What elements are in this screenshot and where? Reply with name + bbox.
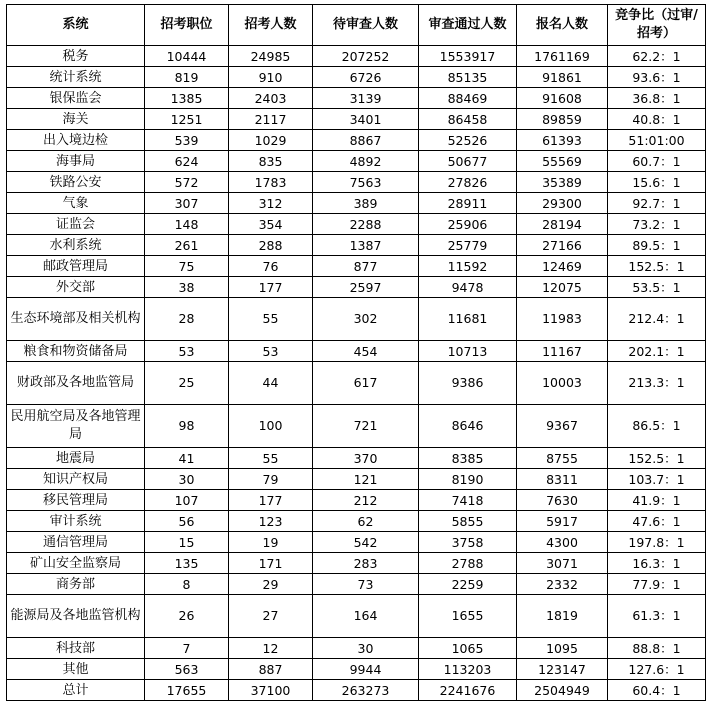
value-cell: 9386 bbox=[419, 362, 517, 405]
value-cell: 62.2：1 bbox=[608, 46, 706, 67]
table-row bbox=[7, 277, 706, 298]
system-name-cell: 证监会 bbox=[7, 214, 145, 235]
table-row bbox=[7, 151, 706, 172]
value-cell: 12469 bbox=[517, 256, 608, 277]
value-cell: 11983 bbox=[517, 298, 608, 341]
header-cell: 待审查人数 bbox=[313, 5, 419, 46]
system-name-cell: 商务部 bbox=[7, 574, 145, 595]
value-cell: 8 bbox=[145, 574, 229, 595]
table-row bbox=[7, 659, 706, 680]
value-cell: 2332 bbox=[517, 574, 608, 595]
value-cell: 2117 bbox=[229, 109, 313, 130]
value-cell: 73 bbox=[313, 574, 419, 595]
table-row bbox=[7, 109, 706, 130]
value-cell: 910 bbox=[229, 67, 313, 88]
table-row bbox=[7, 448, 706, 469]
value-cell: 572 bbox=[145, 172, 229, 193]
value-cell: 3401 bbox=[313, 109, 419, 130]
value-cell: 53 bbox=[145, 341, 229, 362]
system-name-cell: 生态环境部及相关机构 bbox=[7, 298, 145, 341]
value-cell: 454 bbox=[313, 341, 419, 362]
value-cell: 76 bbox=[229, 256, 313, 277]
value-cell: 7563 bbox=[313, 172, 419, 193]
value-cell: 25906 bbox=[419, 214, 517, 235]
value-cell: 212.4：1 bbox=[608, 298, 706, 341]
system-name-cell: 民用航空局及各地管理局 bbox=[7, 405, 145, 448]
value-cell: 79 bbox=[229, 469, 313, 490]
system-name-cell: 统计系统 bbox=[7, 67, 145, 88]
value-cell: 10713 bbox=[419, 341, 517, 362]
value-cell: 2403 bbox=[229, 88, 313, 109]
value-cell: 1387 bbox=[313, 235, 419, 256]
table-row bbox=[7, 341, 706, 362]
table-row bbox=[7, 595, 706, 638]
value-cell: 624 bbox=[145, 151, 229, 172]
value-cell: 2259 bbox=[419, 574, 517, 595]
value-cell: 5917 bbox=[517, 511, 608, 532]
value-cell: 207252 bbox=[313, 46, 419, 67]
value-cell: 8311 bbox=[517, 469, 608, 490]
value-cell: 15.6：1 bbox=[608, 172, 706, 193]
value-cell: 41.9：1 bbox=[608, 490, 706, 511]
value-cell: 7 bbox=[145, 638, 229, 659]
value-cell: 617 bbox=[313, 362, 419, 405]
header-cell: 招考人数 bbox=[229, 5, 313, 46]
value-cell: 61.3：1 bbox=[608, 595, 706, 638]
value-cell: 819 bbox=[145, 67, 229, 88]
value-cell: 283 bbox=[313, 553, 419, 574]
value-cell: 28911 bbox=[419, 193, 517, 214]
header-cell: 招考职位 bbox=[145, 5, 229, 46]
value-cell: 29300 bbox=[517, 193, 608, 214]
system-name-cell: 其他 bbox=[7, 659, 145, 680]
value-cell: 8867 bbox=[313, 130, 419, 151]
value-cell: 354 bbox=[229, 214, 313, 235]
value-cell: 171 bbox=[229, 553, 313, 574]
value-cell: 1553917 bbox=[419, 46, 517, 67]
system-name-cell: 外交部 bbox=[7, 277, 145, 298]
value-cell: 40.8：1 bbox=[608, 109, 706, 130]
value-cell: 11167 bbox=[517, 341, 608, 362]
table-row bbox=[7, 362, 706, 405]
value-cell: 91861 bbox=[517, 67, 608, 88]
value-cell: 27 bbox=[229, 595, 313, 638]
value-cell: 8385 bbox=[419, 448, 517, 469]
value-cell: 55569 bbox=[517, 151, 608, 172]
value-cell: 60.7：1 bbox=[608, 151, 706, 172]
value-cell: 1095 bbox=[517, 638, 608, 659]
value-cell: 835 bbox=[229, 151, 313, 172]
value-cell: 35389 bbox=[517, 172, 608, 193]
value-cell: 98 bbox=[145, 405, 229, 448]
value-cell: 11681 bbox=[419, 298, 517, 341]
value-cell: 19 bbox=[229, 532, 313, 553]
value-cell: 9478 bbox=[419, 277, 517, 298]
total-row bbox=[7, 680, 706, 701]
value-cell: 53 bbox=[229, 341, 313, 362]
value-cell: 563 bbox=[145, 659, 229, 680]
system-name-cell: 总计 bbox=[7, 680, 145, 701]
value-cell: 2504949 bbox=[517, 680, 608, 701]
value-cell: 55 bbox=[229, 448, 313, 469]
table-row bbox=[7, 172, 706, 193]
value-cell: 12 bbox=[229, 638, 313, 659]
system-name-cell: 邮政管理局 bbox=[7, 256, 145, 277]
value-cell: 8190 bbox=[419, 469, 517, 490]
value-cell: 103.7：1 bbox=[608, 469, 706, 490]
value-cell: 17655 bbox=[145, 680, 229, 701]
value-cell: 3758 bbox=[419, 532, 517, 553]
table-row bbox=[7, 469, 706, 490]
value-cell: 77.9：1 bbox=[608, 574, 706, 595]
exam-statistics-table bbox=[6, 4, 706, 701]
value-cell: 88.8：1 bbox=[608, 638, 706, 659]
value-cell: 6726 bbox=[313, 67, 419, 88]
system-name-cell: 移民管理局 bbox=[7, 490, 145, 511]
value-cell: 100 bbox=[229, 405, 313, 448]
table-row bbox=[7, 490, 706, 511]
value-cell: 213.3：1 bbox=[608, 362, 706, 405]
value-cell: 88469 bbox=[419, 88, 517, 109]
value-cell: 89.5：1 bbox=[608, 235, 706, 256]
system-name-cell: 科技部 bbox=[7, 638, 145, 659]
value-cell: 51:01:00 bbox=[608, 130, 706, 151]
value-cell: 2241676 bbox=[419, 680, 517, 701]
system-name-cell: 财政部及各地监管局 bbox=[7, 362, 145, 405]
system-name-cell: 知识产权局 bbox=[7, 469, 145, 490]
value-cell: 28194 bbox=[517, 214, 608, 235]
value-cell: 4300 bbox=[517, 532, 608, 553]
system-name-cell: 矿山安全监察局 bbox=[7, 553, 145, 574]
value-cell: 86.5：1 bbox=[608, 405, 706, 448]
value-cell: 61393 bbox=[517, 130, 608, 151]
value-cell: 47.6：1 bbox=[608, 511, 706, 532]
value-cell: 307 bbox=[145, 193, 229, 214]
value-cell: 121 bbox=[313, 469, 419, 490]
value-cell: 73.2：1 bbox=[608, 214, 706, 235]
table-row bbox=[7, 298, 706, 341]
value-cell: 25 bbox=[145, 362, 229, 405]
table-row bbox=[7, 405, 706, 448]
value-cell: 29 bbox=[229, 574, 313, 595]
value-cell: 7630 bbox=[517, 490, 608, 511]
value-cell: 36.8：1 bbox=[608, 88, 706, 109]
value-cell: 28 bbox=[145, 298, 229, 341]
value-cell: 16.3：1 bbox=[608, 553, 706, 574]
value-cell: 10444 bbox=[145, 46, 229, 67]
value-cell: 27166 bbox=[517, 235, 608, 256]
value-cell: 135 bbox=[145, 553, 229, 574]
value-cell: 177 bbox=[229, 277, 313, 298]
system-name-cell: 能源局及各地监管机构 bbox=[7, 595, 145, 638]
value-cell: 1385 bbox=[145, 88, 229, 109]
system-name-cell: 水利系统 bbox=[7, 235, 145, 256]
value-cell: 86458 bbox=[419, 109, 517, 130]
value-cell: 1783 bbox=[229, 172, 313, 193]
table-row bbox=[7, 130, 706, 151]
value-cell: 85135 bbox=[419, 67, 517, 88]
table-row bbox=[7, 511, 706, 532]
system-name-cell: 粮食和物资储备局 bbox=[7, 341, 145, 362]
system-name-cell: 审计系统 bbox=[7, 511, 145, 532]
value-cell: 56 bbox=[145, 511, 229, 532]
table-row bbox=[7, 214, 706, 235]
value-cell: 148 bbox=[145, 214, 229, 235]
value-cell: 152.5：1 bbox=[608, 256, 706, 277]
table-row bbox=[7, 67, 706, 88]
system-name-cell: 海关 bbox=[7, 109, 145, 130]
value-cell: 202.1：1 bbox=[608, 341, 706, 362]
value-cell: 52526 bbox=[419, 130, 517, 151]
value-cell: 91608 bbox=[517, 88, 608, 109]
value-cell: 7418 bbox=[419, 490, 517, 511]
value-cell: 107 bbox=[145, 490, 229, 511]
system-name-cell: 通信管理局 bbox=[7, 532, 145, 553]
value-cell: 5855 bbox=[419, 511, 517, 532]
value-cell: 93.6：1 bbox=[608, 67, 706, 88]
value-cell: 539 bbox=[145, 130, 229, 151]
value-cell: 288 bbox=[229, 235, 313, 256]
value-cell: 127.6：1 bbox=[608, 659, 706, 680]
value-cell: 12075 bbox=[517, 277, 608, 298]
value-cell: 2597 bbox=[313, 277, 419, 298]
system-name-cell: 铁路公安 bbox=[7, 172, 145, 193]
value-cell: 9367 bbox=[517, 405, 608, 448]
value-cell: 1761169 bbox=[517, 46, 608, 67]
value-cell: 1819 bbox=[517, 595, 608, 638]
value-cell: 89859 bbox=[517, 109, 608, 130]
table-body bbox=[7, 46, 706, 701]
value-cell: 1029 bbox=[229, 130, 313, 151]
header-cell: 审查通过人数 bbox=[419, 5, 517, 46]
value-cell: 312 bbox=[229, 193, 313, 214]
value-cell: 2788 bbox=[419, 553, 517, 574]
value-cell: 152.5：1 bbox=[608, 448, 706, 469]
value-cell: 123147 bbox=[517, 659, 608, 680]
value-cell: 1065 bbox=[419, 638, 517, 659]
value-cell: 3071 bbox=[517, 553, 608, 574]
value-cell: 41 bbox=[145, 448, 229, 469]
system-name-cell: 银保监会 bbox=[7, 88, 145, 109]
table-row bbox=[7, 574, 706, 595]
value-cell: 37100 bbox=[229, 680, 313, 701]
table-row bbox=[7, 235, 706, 256]
value-cell: 2288 bbox=[313, 214, 419, 235]
header-cell: 竞争比（过审/招考） bbox=[608, 5, 706, 46]
value-cell: 9944 bbox=[313, 659, 419, 680]
value-cell: 11592 bbox=[419, 256, 517, 277]
value-cell: 389 bbox=[313, 193, 419, 214]
value-cell: 3139 bbox=[313, 88, 419, 109]
value-cell: 302 bbox=[313, 298, 419, 341]
value-cell: 542 bbox=[313, 532, 419, 553]
header-cell: 系统 bbox=[7, 5, 145, 46]
table-row bbox=[7, 256, 706, 277]
value-cell: 261 bbox=[145, 235, 229, 256]
value-cell: 55 bbox=[229, 298, 313, 341]
value-cell: 38 bbox=[145, 277, 229, 298]
value-cell: 1251 bbox=[145, 109, 229, 130]
value-cell: 721 bbox=[313, 405, 419, 448]
value-cell: 164 bbox=[313, 595, 419, 638]
table-row bbox=[7, 88, 706, 109]
value-cell: 887 bbox=[229, 659, 313, 680]
system-name-cell: 气象 bbox=[7, 193, 145, 214]
header-row bbox=[7, 5, 706, 46]
value-cell: 370 bbox=[313, 448, 419, 469]
system-name-cell: 出入境边检 bbox=[7, 130, 145, 151]
value-cell: 24985 bbox=[229, 46, 313, 67]
table-row bbox=[7, 553, 706, 574]
value-cell: 50677 bbox=[419, 151, 517, 172]
table-row bbox=[7, 532, 706, 553]
value-cell: 263273 bbox=[313, 680, 419, 701]
value-cell: 4892 bbox=[313, 151, 419, 172]
value-cell: 10003 bbox=[517, 362, 608, 405]
value-cell: 113203 bbox=[419, 659, 517, 680]
value-cell: 92.7：1 bbox=[608, 193, 706, 214]
value-cell: 197.8：1 bbox=[608, 532, 706, 553]
value-cell: 15 bbox=[145, 532, 229, 553]
value-cell: 44 bbox=[229, 362, 313, 405]
header-cell: 报名人数 bbox=[517, 5, 608, 46]
value-cell: 27826 bbox=[419, 172, 517, 193]
value-cell: 8755 bbox=[517, 448, 608, 469]
system-name-cell: 地震局 bbox=[7, 448, 145, 469]
table-row bbox=[7, 193, 706, 214]
value-cell: 26 bbox=[145, 595, 229, 638]
value-cell: 212 bbox=[313, 490, 419, 511]
value-cell: 30 bbox=[313, 638, 419, 659]
table-row bbox=[7, 46, 706, 67]
system-name-cell: 海事局 bbox=[7, 151, 145, 172]
value-cell: 62 bbox=[313, 511, 419, 532]
value-cell: 60.4：1 bbox=[608, 680, 706, 701]
table-row bbox=[7, 638, 706, 659]
value-cell: 123 bbox=[229, 511, 313, 532]
table-container bbox=[6, 4, 706, 701]
value-cell: 177 bbox=[229, 490, 313, 511]
value-cell: 75 bbox=[145, 256, 229, 277]
value-cell: 8646 bbox=[419, 405, 517, 448]
value-cell: 25779 bbox=[419, 235, 517, 256]
value-cell: 53.5：1 bbox=[608, 277, 706, 298]
value-cell: 877 bbox=[313, 256, 419, 277]
value-cell: 1655 bbox=[419, 595, 517, 638]
system-name-cell: 税务 bbox=[7, 46, 145, 67]
value-cell: 30 bbox=[145, 469, 229, 490]
